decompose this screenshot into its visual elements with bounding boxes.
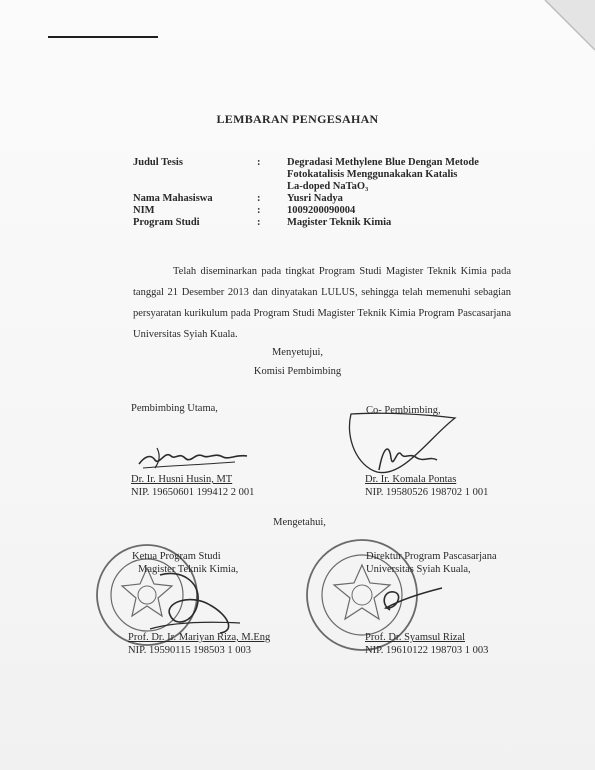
field-label: Nama Mahasiswa xyxy=(133,193,213,204)
director-role-line2: Universitas Syiah Kuala, xyxy=(366,564,471,575)
field-value: Magister Teknik Kimia xyxy=(287,217,392,228)
field-colon: : xyxy=(257,193,261,204)
field-judul-tesis xyxy=(133,157,533,193)
co-supervisor-role: Co- Pembimbing, xyxy=(366,405,441,416)
director-name: Prof. Dr. Syamsul Rizal xyxy=(365,632,466,643)
field-nama-mahasiswa xyxy=(133,193,533,205)
field-value: Yusri Nadya xyxy=(287,193,343,204)
head-program-nip: NIP. 19590115 198503 1 003 xyxy=(128,645,251,656)
head-program-role: Ketua Program Studi xyxy=(132,551,221,562)
field-value: 1009200090004 xyxy=(287,205,356,216)
field-colon: : xyxy=(257,205,261,216)
scan-edge-mark xyxy=(48,36,158,38)
field-label: NIM xyxy=(133,205,155,216)
head-program-name: Prof. Dr. Ir. Mariyan Riza, M.Eng xyxy=(128,632,271,643)
co-supervisor-signature xyxy=(343,408,463,480)
field-colon: : xyxy=(257,217,261,228)
acknowledged-heading: Mengetahui, xyxy=(273,517,326,528)
approval-paragraph: Telah diseminarkan pada tingkat Program Studi Magister Teknik Kimia pada tanggal 21 Desember 2013 dan dinyatakan LULUS, sehingga telah memenuhi sebagian persyaratan kurikulum pada Program Studi Magister Teknik Kimia Program Pascasarjana Universitas Syiah Kuala. xyxy=(133,266,511,340)
field-label: Judul Tesis xyxy=(133,157,183,168)
field-program-studi xyxy=(133,217,533,229)
document-title: LEMBARAN PENGESAHAN xyxy=(216,112,379,126)
director-role: Direktur Program Pascasarjana xyxy=(366,551,497,562)
head-program-signature xyxy=(140,565,250,637)
field-value xyxy=(287,157,527,193)
committee-heading: Komisi Pembimbing xyxy=(253,366,342,377)
primary-supervisor-signature xyxy=(135,438,255,474)
approval-heading: Menyetujui, xyxy=(271,347,324,358)
field-colon: : xyxy=(257,157,261,168)
field-value-line: Fotokatalisis Menggunakakan Katalis xyxy=(287,169,458,180)
director-nip: NIP. 19610122 198703 1 003 xyxy=(365,645,489,656)
field-nim xyxy=(133,205,533,217)
field-value-line: La-doped NaTaO₃ xyxy=(287,181,369,192)
field-value-line: Degradasi Methylene Blue Dengan Metode xyxy=(287,157,479,168)
field-label: Program Studi xyxy=(133,217,200,228)
primary-supervisor-name: Dr. Ir. Husni Husin, MT xyxy=(131,474,233,485)
director-signature xyxy=(360,580,450,620)
primary-supervisor-role: Pembimbing Utama, xyxy=(131,403,218,414)
primary-supervisor-nip: NIP. 19650601 199412 2 001 xyxy=(131,487,255,498)
co-supervisor-nip: NIP. 19580526 198702 1 001 xyxy=(365,487,489,498)
co-supervisor-name: Dr. Ir. Komala Pontas xyxy=(365,474,457,485)
head-program-role-line2: Magister Teknik Kimia, xyxy=(138,564,239,575)
page-corner-fold xyxy=(515,0,595,80)
